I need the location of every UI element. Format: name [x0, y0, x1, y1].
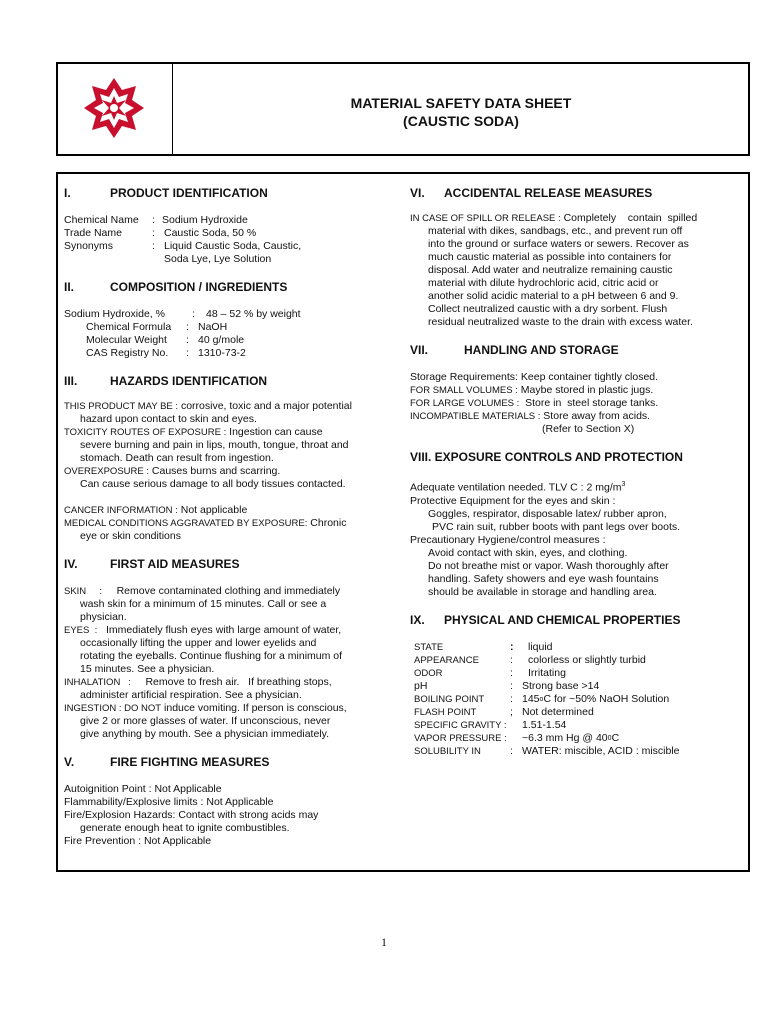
- section-heading-6: VI. ACCIDENTAL RELEASE MEASURES: [410, 186, 653, 200]
- section-heading-2: II. COMPOSITION / INGREDIENTS: [64, 280, 288, 294]
- section-heading-3: III. HAZARDS IDENTIFICATION: [64, 374, 268, 388]
- property-row: STATE : liquid: [414, 640, 553, 653]
- medical-conditions-para: MEDICAL CONDITIONS AGGRAVATED BY EXPOSURE: Chronic: [64, 517, 347, 529]
- first-aid-skin: SKIN : Remove contaminated clothing and immediately: [64, 585, 341, 597]
- left-column: I. PRODUCT IDENTIFICATION Chemical Name : Sodium Hydroxide Trade Name : Caustic Soda, 50 % Synonyms : Liquid Caustic Soda, Caustic, Soda Lye, Lye Solution II. COMPOSITION / INGREDIENTS Sodium Hydroxide, % : 48 – 52 % by weight Chemical Formula : NaOH Molecular Weight : 40 g/mole CAS Registry No. : 1310-73-2 III. HAZARDS IDENTIFICATION THIS PRODUCT MAY BE : corrosive, toxic and a major potential hazard upon contact to skin and eyes. TOXICITY ROUTES OF EXPOSURE : Ingestion can cause severe burning and pain in lips, mouth, tongue, throat and stomach. Death can result from ingestion. OVEREXPOSURE : Causes burns and scarring. Can cause serious damage to all body tissues contacted. CANCER INFORMATION : Not applicable MEDICAL CONDITIONS AGGRAVATED BY EXPOSURE: Chronic eye or skin conditions IV. FIRST AID MEASURES SKIN : Remove contaminated clothing and immediately wash skin for a minimum of 15 minutes. Call or see a physician. EYES : Immediately flush eyes with large amount of water, occasionally lifting the upper and lower eyelids and rotating the eyeballs. Continue flushing for a minimum of 15 minutes. See a physician. INHALATION : Remove to fresh air. If breathing stops, administer artificial respiration. See a physician. INGESTION : DO NOT induce vomiting. If person is conscious, give 2 or more glasses of water. If unconscious, never give anything by mouth. See a physician immediately. V. FIRE FIGHTING MEASURES Autoignition Point : Not Applicable Flammability/Explosive limits : Not Applicable Fire/Explosion Hazards: Contact with strong acids may generate enough heat to ignite combustibles. Fire Prevention : Not Applicable: [64, 186, 409, 848]
- property-row: VAPOR PRESSURE : ~6.3 mm Hg @ 40 0 C: [414, 731, 620, 744]
- property-row: SPECIFIC GRAVITY : 1.51-1.54: [414, 718, 567, 731]
- first-aid-eyes: EYES : Immediately flush eyes with large amount of water,: [64, 624, 342, 636]
- autoignition-line: Autoignition Point : Not Applicable: [64, 783, 222, 795]
- property-row: pH : Strong base >14: [414, 679, 600, 692]
- document-subtitle: (CAUSTIC SODA): [403, 113, 519, 129]
- section-heading-4: IV. FIRST AID MEASURES: [64, 557, 240, 571]
- logo-cell: [58, 64, 173, 154]
- document-title: MATERIAL SAFETY DATA SHEET: [350, 95, 572, 111]
- overexposure-para: OVEREXPOSURE : Causes burns and scarring.: [64, 465, 281, 477]
- cas-registry-row: CAS Registry No. : 1310-73-2: [86, 347, 246, 359]
- section-heading-1: I. PRODUCT IDENTIFICATION: [64, 186, 268, 200]
- title-block: [174, 94, 748, 130]
- company-logo-icon: [82, 76, 146, 140]
- large-volumes-line: FOR LARGE VOLUMES : Store in steel storage tanks.: [410, 397, 659, 409]
- section-heading-7: VII. HANDLING AND STORAGE: [410, 343, 619, 357]
- incompatible-materials-line: INCOMPATIBLE MATERIALS : Store away from acids.: [410, 410, 651, 422]
- ventilation-line: Adequate ventilation needed. TLV C : 2 $mg/m^3$: [410, 481, 626, 494]
- storage-requirements-line: Storage Requirements: Keep container tightly closed.: [410, 371, 659, 383]
- synonyms-row: Synonyms : Liquid Caustic Soda, Caustic,: [64, 240, 302, 252]
- section-heading-9: IX. PHYSICAL AND CHEMICAL PROPERTIES: [410, 612, 681, 627]
- section-heading-5: V. FIRE FIGHTING MEASURES: [64, 755, 270, 769]
- property-row: ODOR : Irritating: [414, 666, 566, 679]
- property-row: FLASH POINT ; Not determined: [414, 705, 594, 718]
- toxicity-para: TOXICITY ROUTES OF EXPOSURE : Ingestion can cause: [64, 426, 323, 438]
- page-number: 1: [381, 935, 387, 949]
- sodium-hydroxide-row: Sodium Hydroxide, % : 48 – 52 % by weight: [64, 308, 301, 320]
- hazard-product-para: THIS PRODUCT MAY BE : corrosive, toxic and a major potential: [64, 400, 352, 412]
- chemical-name-row: Chemical Name : Sodium Hydroxide: [64, 214, 248, 226]
- spill-release-para: IN CASE OF SPILL OR RELEASE : Completely contain spilled: [410, 212, 698, 224]
- property-row: BOILING POINT : 145 o C for ~50% NaOH Solution: [414, 692, 670, 705]
- body-box: [56, 172, 750, 872]
- trade-name-row: Trade Name : Caustic Soda, 50 %: [64, 227, 257, 239]
- flammability-line: Flammability/Explosive limits : Not Applicable: [64, 796, 274, 808]
- header-box: [56, 62, 750, 156]
- fire-prevention-line: Fire Prevention : Not Applicable: [64, 835, 212, 847]
- cancer-info-para: CANCER INFORMATION : Not applicable: [64, 504, 248, 516]
- properties-table: [410, 641, 722, 758]
- molecular-weight-row: Molecular Weight : 40 g/mole: [86, 334, 245, 346]
- fire-hazards-line: Fire/Explosion Hazards: Contact with strong acids may: [64, 809, 319, 821]
- chemical-formula-row: Chemical Formula : NaOH: [86, 321, 228, 333]
- first-aid-inhalation: INHALATION : Remove to fresh air. If breathing stops,: [64, 676, 332, 688]
- small-volumes-line: FOR SMALL VOLUMES : Maybe stored in plastic jugs.: [410, 384, 654, 396]
- property-row: SOLUBILITY IN : WATER: miscible, ACID : miscible: [414, 744, 680, 757]
- property-row: APPEARANCE : colorless or slightly turbid: [414, 653, 646, 666]
- section-heading-8: VIII. EXPOSURE CONTROLS AND PROTECTION: [410, 450, 683, 464]
- first-aid-ingestion: INGESTION : DO NOT induce vomiting. If person is conscious,: [64, 702, 347, 714]
- synonyms-cont: Soda Lye, Lye Solution: [164, 253, 272, 265]
- right-column: VI. ACCIDENTAL RELEASE MEASURES IN CASE OF SPILL OR RELEASE : Completely contain spilled material with dikes, sandbags, etc., and prevent run off into the ground or surface waters or sewers. Recover as much caustic material as possible into containers for disposal. Add water and neutralize remaining caustic material with dilute hydrochloric acid, citric acid or another solid acidic material to a pH between 6 and 9. Collect neutralized caustic with a dry sorbent. Flush residual neutralized waste to the drain with excess water. VII. HANDLING AND STORAGE Storage Requirements: Keep container tightly closed. FOR SMALL VOLUMES : Maybe stored in plastic jugs. FOR LARGE VOLUMES : Store in steel storage tanks. INCOMPATIBLE MATERIALS : Store away from acids. (Refer to Section X) VIII. EXPOSURE CONTROLS AND PROTECTION Adequate ventilation needed. TLV C : 2 $mg/m^3$ Protective Equipment for the eyes and skin : Goggles, respirator, disposable latex/ rubber apron, PVC rain suit, rubber boots with pant legs over boots. Precautionary Hygiene/control measures : Avoid contact with skin, eyes, and clothing. Do not breathe mist or vapor. Wash thoroughly after handling. Safety showers and eye wash fountains should be available in storage and handling area. IX. PHYSICAL AND CHEMICAL PROPERTIES STATE : liquid APPEARANCE : colorless or slightly turbid ODOR : Irritating pH : Strong base >14 BOILING POINT : 145 o C for ~50% NaOH Solution FLASH POINT ; Not determined SPECIFIC GRAVITY : 1.51-1.54 VAPOR PRESSURE : ~6.3 mm Hg @ 40 0 C SOLUBILITY IN : WATER: miscible, ACID : miscible: [410, 186, 722, 758]
